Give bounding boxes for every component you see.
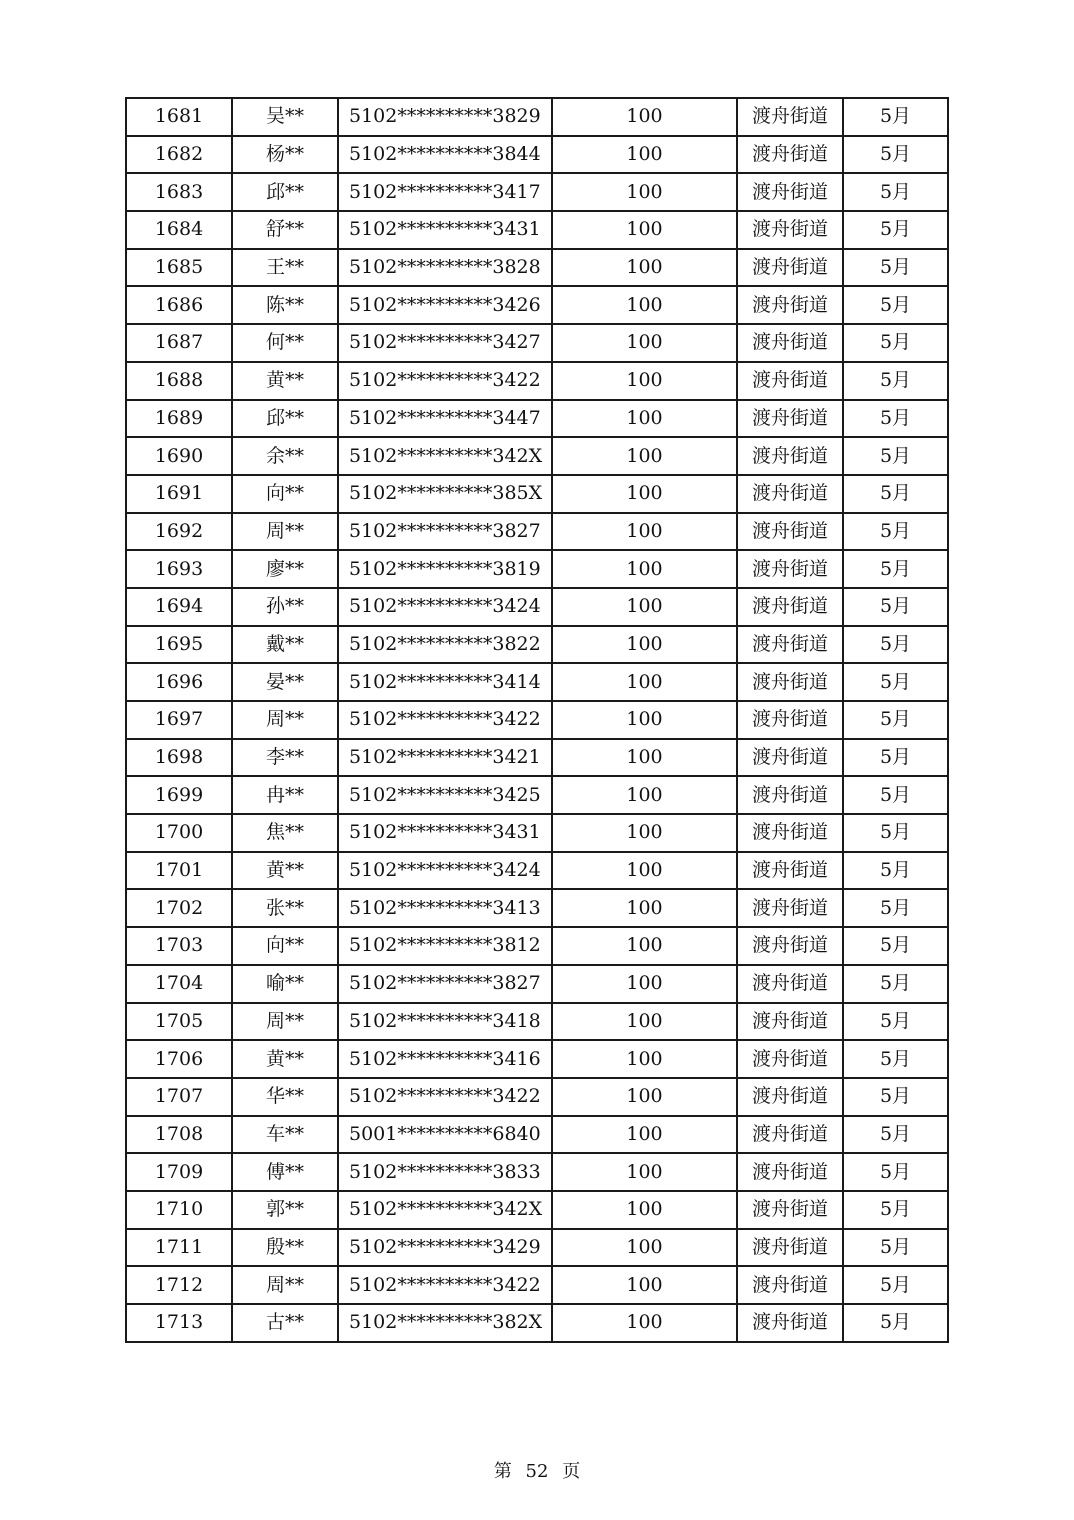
- table-row: [126, 1003, 948, 1041]
- name-cell: 邱**: [232, 173, 338, 211]
- id-number-cell: 5102**********3431: [338, 814, 552, 852]
- table-row: [126, 776, 948, 814]
- table-row: [126, 814, 948, 852]
- street-cell: 渡舟街道: [737, 400, 843, 438]
- id-number-cell: 5102**********3844: [338, 136, 552, 174]
- serial-cell: 1704: [126, 965, 232, 1003]
- amount-cell: 100: [552, 1078, 737, 1116]
- street-cell: 渡舟街道: [737, 889, 843, 927]
- table-row: [126, 513, 948, 551]
- page-footer: [0, 1457, 1074, 1483]
- amount-cell: 100: [552, 663, 737, 701]
- amount-cell: 100: [552, 776, 737, 814]
- street-cell: 渡舟街道: [737, 324, 843, 362]
- street-cell: 渡舟街道: [737, 1153, 843, 1191]
- serial-cell: 1695: [126, 626, 232, 664]
- id-number-cell: 5102**********3829: [338, 98, 552, 136]
- serial-cell: 1705: [126, 1003, 232, 1041]
- month-cell: 5月: [843, 475, 948, 513]
- street-cell: 渡舟街道: [737, 98, 843, 136]
- table-row: [126, 286, 948, 324]
- month-cell: 5月: [843, 286, 948, 324]
- id-number-cell: 5102**********3417: [338, 173, 552, 211]
- id-number-cell: 5102**********3827: [338, 513, 552, 551]
- street-cell: 渡舟街道: [737, 211, 843, 249]
- serial-cell: 1681: [126, 98, 232, 136]
- street-cell: 渡舟街道: [737, 814, 843, 852]
- id-number-cell: 5102**********3426: [338, 286, 552, 324]
- amount-cell: 100: [552, 1191, 737, 1229]
- month-cell: 5月: [843, 1229, 948, 1267]
- name-cell: 冉**: [232, 776, 338, 814]
- page-footer-prefix: 第: [493, 1461, 512, 1482]
- serial-cell: 1682: [126, 136, 232, 174]
- street-cell: 渡舟街道: [737, 663, 843, 701]
- street-cell: 渡舟街道: [737, 286, 843, 324]
- name-cell: 吴**: [232, 98, 338, 136]
- serial-cell: 1709: [126, 1153, 232, 1191]
- serial-cell: 1692: [126, 513, 232, 551]
- name-cell: 晏**: [232, 663, 338, 701]
- name-cell: 车**: [232, 1116, 338, 1154]
- month-cell: 5月: [843, 362, 948, 400]
- name-cell: 向**: [232, 927, 338, 965]
- amount-cell: 100: [552, 211, 737, 249]
- table-row: [126, 211, 948, 249]
- month-cell: 5月: [843, 400, 948, 438]
- amount-cell: 100: [552, 1266, 737, 1304]
- street-cell: 渡舟街道: [737, 1003, 843, 1041]
- name-cell: 傅**: [232, 1153, 338, 1191]
- name-cell: 陈**: [232, 286, 338, 324]
- amount-cell: 100: [552, 739, 737, 777]
- serial-cell: 1684: [126, 211, 232, 249]
- table-row: [126, 1229, 948, 1267]
- amount-cell: 100: [552, 1304, 737, 1342]
- id-number-cell: 5102**********3447: [338, 400, 552, 438]
- amount-cell: 100: [552, 286, 737, 324]
- month-cell: 5月: [843, 1040, 948, 1078]
- page-footer-suffix: 页: [562, 1461, 581, 1482]
- name-cell: 邱**: [232, 400, 338, 438]
- id-number-cell: 5102**********342X: [338, 437, 552, 475]
- table-row: [126, 324, 948, 362]
- id-number-cell: 5102**********3422: [338, 701, 552, 739]
- serial-cell: 1694: [126, 588, 232, 626]
- amount-cell: 100: [552, 249, 737, 287]
- id-number-cell: 5102**********3424: [338, 588, 552, 626]
- table-row: [126, 739, 948, 777]
- month-cell: 5月: [843, 1116, 948, 1154]
- month-cell: 5月: [843, 1266, 948, 1304]
- table-row: [126, 852, 948, 890]
- id-number-cell: 5102**********385X: [338, 475, 552, 513]
- id-number-cell: 5102**********3425: [338, 776, 552, 814]
- serial-cell: 1712: [126, 1266, 232, 1304]
- table-row: [126, 927, 948, 965]
- month-cell: 5月: [843, 965, 948, 1003]
- month-cell: 5月: [843, 513, 948, 551]
- serial-cell: 1697: [126, 701, 232, 739]
- name-cell: 周**: [232, 513, 338, 551]
- amount-cell: 100: [552, 136, 737, 174]
- id-number-cell: 5102**********3828: [338, 249, 552, 287]
- serial-cell: 1698: [126, 739, 232, 777]
- id-number-cell: 5102**********3414: [338, 663, 552, 701]
- name-cell: 郭**: [232, 1191, 338, 1229]
- name-cell: 余**: [232, 437, 338, 475]
- month-cell: 5月: [843, 889, 948, 927]
- month-cell: 5月: [843, 1078, 948, 1116]
- serial-cell: 1688: [126, 362, 232, 400]
- serial-cell: 1703: [126, 927, 232, 965]
- table-row: [126, 626, 948, 664]
- serial-cell: 1708: [126, 1116, 232, 1154]
- street-cell: 渡舟街道: [737, 739, 843, 777]
- name-cell: 向**: [232, 475, 338, 513]
- street-cell: 渡舟街道: [737, 550, 843, 588]
- street-cell: 渡舟街道: [737, 776, 843, 814]
- street-cell: 渡舟街道: [737, 173, 843, 211]
- id-number-cell: 5102**********342X: [338, 1191, 552, 1229]
- month-cell: 5月: [843, 324, 948, 362]
- table-row: [126, 1153, 948, 1191]
- table-row: [126, 475, 948, 513]
- name-cell: 舒**: [232, 211, 338, 249]
- serial-cell: 1685: [126, 249, 232, 287]
- serial-cell: 1687: [126, 324, 232, 362]
- name-cell: 张**: [232, 889, 338, 927]
- id-number-cell: 5102**********382X: [338, 1304, 552, 1342]
- name-cell: 戴**: [232, 626, 338, 664]
- amount-cell: 100: [552, 362, 737, 400]
- table-row: [126, 1304, 948, 1342]
- records-table: [125, 97, 949, 1343]
- serial-cell: 1713: [126, 1304, 232, 1342]
- serial-cell: 1710: [126, 1191, 232, 1229]
- month-cell: 5月: [843, 739, 948, 777]
- table-row: [126, 249, 948, 287]
- records-table-body: [126, 98, 948, 1342]
- street-cell: 渡舟街道: [737, 475, 843, 513]
- table-row: [126, 400, 948, 438]
- id-number-cell: 5102**********3431: [338, 211, 552, 249]
- amount-cell: 100: [552, 173, 737, 211]
- street-cell: 渡舟街道: [737, 249, 843, 287]
- month-cell: 5月: [843, 588, 948, 626]
- month-cell: 5月: [843, 776, 948, 814]
- amount-cell: 100: [552, 852, 737, 890]
- serial-cell: 1691: [126, 475, 232, 513]
- name-cell: 华**: [232, 1078, 338, 1116]
- id-number-cell: 5102**********3812: [338, 927, 552, 965]
- month-cell: 5月: [843, 927, 948, 965]
- month-cell: 5月: [843, 663, 948, 701]
- serial-cell: 1711: [126, 1229, 232, 1267]
- street-cell: 渡舟街道: [737, 927, 843, 965]
- id-number-cell: 5102**********3418: [338, 1003, 552, 1041]
- table-row: [126, 362, 948, 400]
- name-cell: 何**: [232, 324, 338, 362]
- amount-cell: 100: [552, 701, 737, 739]
- amount-cell: 100: [552, 513, 737, 551]
- amount-cell: 100: [552, 588, 737, 626]
- street-cell: 渡舟街道: [737, 588, 843, 626]
- id-number-cell: 5102**********3424: [338, 852, 552, 890]
- month-cell: 5月: [843, 173, 948, 211]
- month-cell: 5月: [843, 98, 948, 136]
- month-cell: 5月: [843, 814, 948, 852]
- id-number-cell: 5102**********3416: [338, 1040, 552, 1078]
- name-cell: 殷**: [232, 1229, 338, 1267]
- month-cell: 5月: [843, 1191, 948, 1229]
- id-number-cell: 5102**********3819: [338, 550, 552, 588]
- amount-cell: 100: [552, 626, 737, 664]
- amount-cell: 100: [552, 550, 737, 588]
- table-row: [126, 1078, 948, 1116]
- month-cell: 5月: [843, 211, 948, 249]
- name-cell: 周**: [232, 701, 338, 739]
- table-row: [126, 1040, 948, 1078]
- id-number-cell: 5102**********3822: [338, 626, 552, 664]
- street-cell: 渡舟街道: [737, 626, 843, 664]
- serial-cell: 1702: [126, 889, 232, 927]
- name-cell: 黄**: [232, 1040, 338, 1078]
- id-number-cell: 5001**********6840: [338, 1116, 552, 1154]
- id-number-cell: 5102**********3413: [338, 889, 552, 927]
- street-cell: 渡舟街道: [737, 136, 843, 174]
- table-row: [126, 437, 948, 475]
- serial-cell: 1689: [126, 400, 232, 438]
- id-number-cell: 5102**********3422: [338, 1266, 552, 1304]
- serial-cell: 1683: [126, 173, 232, 211]
- name-cell: 周**: [232, 1266, 338, 1304]
- street-cell: 渡舟街道: [737, 437, 843, 475]
- name-cell: 廖**: [232, 550, 338, 588]
- name-cell: 孙**: [232, 588, 338, 626]
- serial-cell: 1693: [126, 550, 232, 588]
- street-cell: 渡舟街道: [737, 1116, 843, 1154]
- month-cell: 5月: [843, 437, 948, 475]
- name-cell: 王**: [232, 249, 338, 287]
- serial-cell: 1701: [126, 852, 232, 890]
- amount-cell: 100: [552, 1003, 737, 1041]
- month-cell: 5月: [843, 701, 948, 739]
- month-cell: 5月: [843, 852, 948, 890]
- month-cell: 5月: [843, 1304, 948, 1342]
- street-cell: 渡舟街道: [737, 701, 843, 739]
- month-cell: 5月: [843, 249, 948, 287]
- amount-cell: 100: [552, 400, 737, 438]
- id-number-cell: 5102**********3429: [338, 1229, 552, 1267]
- name-cell: 周**: [232, 1003, 338, 1041]
- name-cell: 喻**: [232, 965, 338, 1003]
- amount-cell: 100: [552, 324, 737, 362]
- street-cell: 渡舟街道: [737, 1229, 843, 1267]
- table-row: [126, 1266, 948, 1304]
- street-cell: 渡舟街道: [737, 1266, 843, 1304]
- street-cell: 渡舟街道: [737, 362, 843, 400]
- month-cell: 5月: [843, 136, 948, 174]
- amount-cell: 100: [552, 927, 737, 965]
- amount-cell: 100: [552, 98, 737, 136]
- id-number-cell: 5102**********3833: [338, 1153, 552, 1191]
- street-cell: 渡舟街道: [737, 513, 843, 551]
- amount-cell: 100: [552, 437, 737, 475]
- table-row: [126, 173, 948, 211]
- name-cell: 李**: [232, 739, 338, 777]
- street-cell: 渡舟街道: [737, 965, 843, 1003]
- amount-cell: 100: [552, 1116, 737, 1154]
- table-row: [126, 588, 948, 626]
- name-cell: 古**: [232, 1304, 338, 1342]
- street-cell: 渡舟街道: [737, 1304, 843, 1342]
- amount-cell: 100: [552, 814, 737, 852]
- table-row: [126, 550, 948, 588]
- serial-cell: 1699: [126, 776, 232, 814]
- id-number-cell: 5102**********3422: [338, 1078, 552, 1116]
- amount-cell: 100: [552, 1229, 737, 1267]
- month-cell: 5月: [843, 626, 948, 664]
- month-cell: 5月: [843, 1153, 948, 1191]
- serial-cell: 1690: [126, 437, 232, 475]
- amount-cell: 100: [552, 1040, 737, 1078]
- id-number-cell: 5102**********3422: [338, 362, 552, 400]
- month-cell: 5月: [843, 1003, 948, 1041]
- page-number: 52: [525, 1461, 549, 1482]
- serial-cell: 1700: [126, 814, 232, 852]
- amount-cell: 100: [552, 889, 737, 927]
- id-number-cell: 5102**********3427: [338, 324, 552, 362]
- serial-cell: 1696: [126, 663, 232, 701]
- street-cell: 渡舟街道: [737, 852, 843, 890]
- street-cell: 渡舟街道: [737, 1040, 843, 1078]
- name-cell: 杨**: [232, 136, 338, 174]
- amount-cell: 100: [552, 965, 737, 1003]
- table-row: [126, 663, 948, 701]
- name-cell: 黄**: [232, 362, 338, 400]
- name-cell: 焦**: [232, 814, 338, 852]
- id-number-cell: 5102**********3421: [338, 739, 552, 777]
- serial-cell: 1707: [126, 1078, 232, 1116]
- table-row: [126, 1116, 948, 1154]
- table-row: [126, 1191, 948, 1229]
- table-row: [126, 136, 948, 174]
- table-row: [126, 98, 948, 136]
- serial-cell: 1686: [126, 286, 232, 324]
- amount-cell: 100: [552, 1153, 737, 1191]
- street-cell: 渡舟街道: [737, 1191, 843, 1229]
- table-row: [126, 889, 948, 927]
- table-row: [126, 701, 948, 739]
- serial-cell: 1706: [126, 1040, 232, 1078]
- id-number-cell: 5102**********3827: [338, 965, 552, 1003]
- amount-cell: 100: [552, 475, 737, 513]
- name-cell: 黄**: [232, 852, 338, 890]
- table-row: [126, 965, 948, 1003]
- month-cell: 5月: [843, 550, 948, 588]
- street-cell: 渡舟街道: [737, 1078, 843, 1116]
